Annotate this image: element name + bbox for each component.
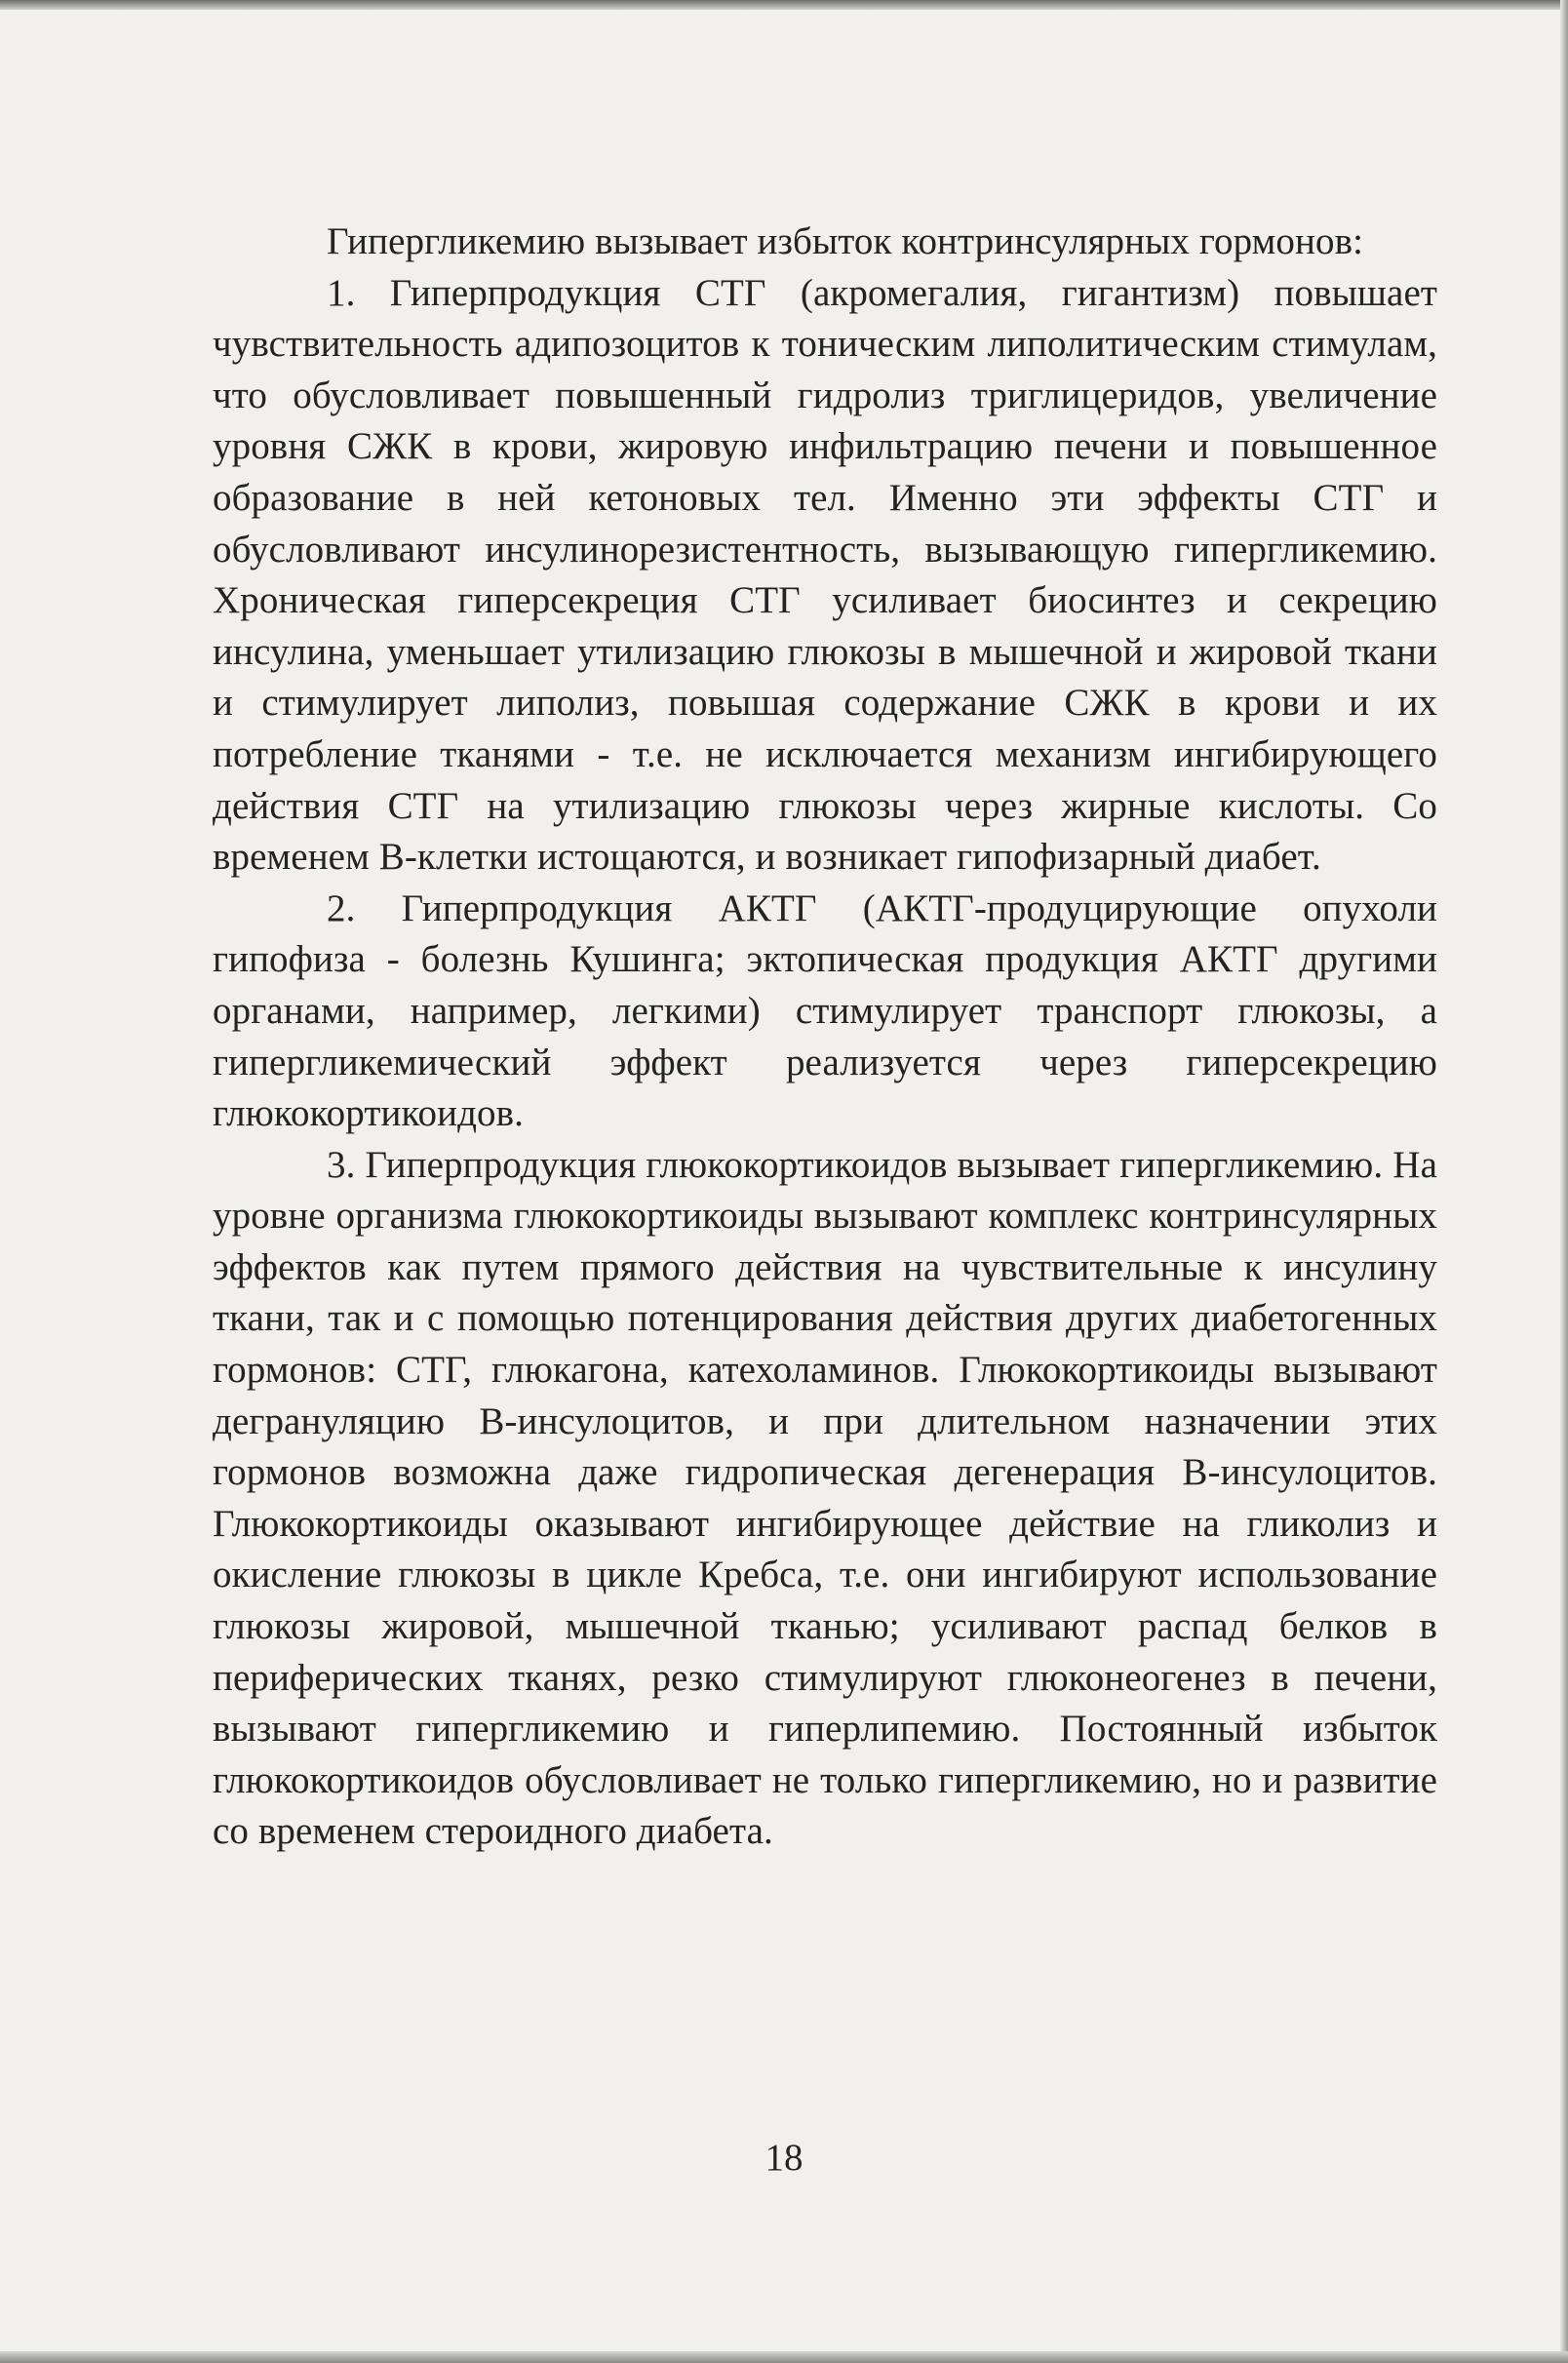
page-number: 18 [764,2137,804,2179]
scan-bottom-edge [0,2351,1568,2363]
paragraph-item-3: 3. Гиперпродукция глюкокортикоидов вызывает гипергликемию. На уровне организма глюкокортикоиды вызывают комплекс контринсулярных эффектов как путем прямого действия на чувствительные к инсулину ткани, так и с помощью потенцирования действия других диабетогенных гормонов: СТГ, глюкагона, катехоламинов. Глюкокортикоиды вызывают дегрануляцию В-инсулоцитов, и при длительном назначении этих гормонов возможна даже гидропическая дегенерация В-инсулоцитов. Глюкокортикоиды оказывают ингибирующее действие на гликолиз и окисление глюкозы в цикле Кребса, т.е. они ингибируют использование глюкозы жировой, мышечной тканью; усиливают распад белков в периферических тканях, резко стимулируют глюконеогенез в печени, вызывают гипергликемию и гиперлипемию. Постоянный избыток глюкокортикоидов обусловливает не только гипергликемию, но и развитие со временем стероидного диабета. [213,1143,1437,1853]
scan-top-edge [0,0,1568,10]
paragraph-intro: Гипергликемию вызывает избыток контринсулярных гормонов: [327,220,1364,262]
paragraph-item-1: 1. Гиперпродукция СТГ (акромегалия, гигантизм) повышает чувствительность адипозоцитов к тоническим липолитическим стимулам, что обусловливает повышенный гидролиз триглицеридов, увеличение уровня СЖК в крови, жировую инфильтрацию печени и повышенное образование в ней кетоновых тел. Именно эти эффекты СТГ и обусловливают инсулинорезистентность, вызывающую гипергликемию. Хроническая гиперсекреция СТГ усиливает биосинтез и секрецию инсулина, уменьшает утилизацию глюкозы в мышечной и жировой ткани и стимулирует липолиз, повышая содержание СЖК в крови и их потребление тканями - т.е. не исключается механизм ингибирующего действия СТГ на утилизацию глюкозы через жирные кислоты. Со временем В-клетки истощаются, и возникает гипофизарный диабет. [213,271,1437,879]
body-text [213,217,1437,1858]
scan-right-edge [1560,0,1568,2363]
paragraph-item-2: 2. Гиперпродукция АКТГ (АКТГ-продуцирующие опухоли гипофиза - болезнь Кушинга; эктопическая продукция АКТГ другими органами, например, легкими) стимулирует транспорт глюкозы, а гипергликемический эффект реализуется через гиперсекрецию глюкокортикоидов. [213,886,1437,1135]
